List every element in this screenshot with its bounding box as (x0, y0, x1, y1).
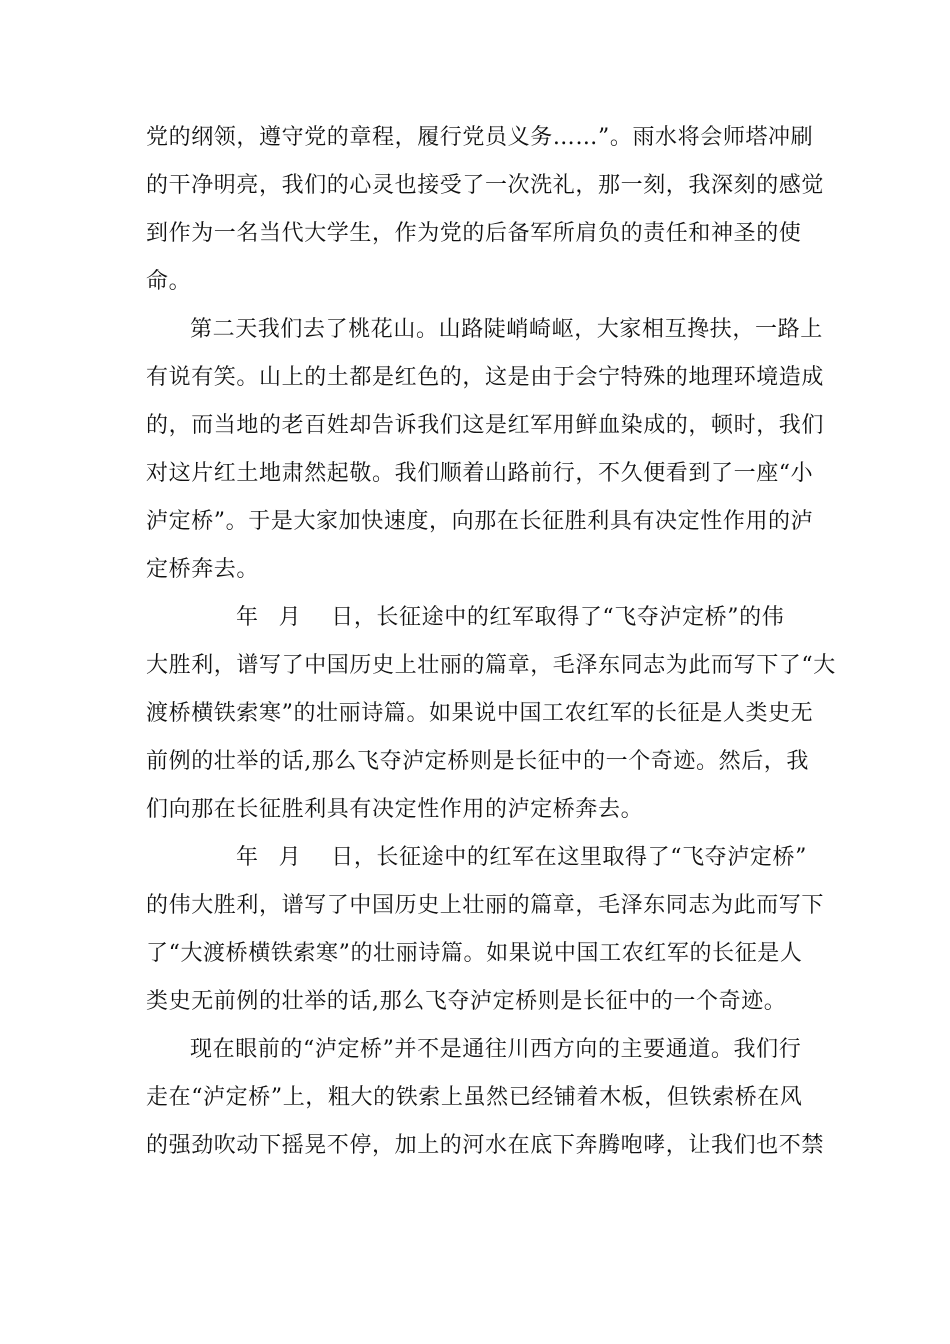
date-day: 日 (331, 605, 354, 630)
text-line: 的，而当地的老百姓却告诉我们这是红军用鲜血染成的，顿时，我们 (146, 413, 825, 438)
text-line: 类史无前例的壮举的话,那么飞夺泸定桥则是长征中的一个奇迹。 (146, 989, 787, 1014)
text-line: 党的纲领，遵守党的章程，履行党员义务……”。雨水将会师塔冲刷 (146, 125, 814, 150)
document-body (146, 114, 836, 1170)
paragraph-4 (146, 834, 825, 1026)
text-line: 现在眼前的“泸定桥”并不是通往川西方向的主要通道。我们行 (190, 1037, 802, 1062)
text-line: 对这片红土地肃然起敬。我们顺着山路前行，不久便看到了一座“小 (146, 461, 814, 486)
text-fragment: ，长征途中的红军取得了“飞夺泸定桥”的伟 (353, 605, 785, 630)
text-line: 的强劲吹动下摇晃不停，加上的河水在底下奔腾咆哮，让我们也不禁 (146, 1133, 825, 1158)
paragraph-1 (146, 114, 825, 306)
text-line: 们向那在长征胜利具有决定性作用的泸定桥奔去。 (146, 797, 644, 822)
text-line: 了“大渡桥横铁索寒”的壮丽诗篇。如果说中国工农红军的长征是人 (146, 941, 803, 966)
date-month: 月 (278, 605, 302, 630)
date-line (146, 834, 808, 882)
date-year: 年 (236, 605, 259, 630)
paragraph-3 (146, 594, 836, 834)
text-fragment: ，长征途中的红军在这里取得了“飞夺泸定桥” (353, 845, 807, 870)
text-line: 大胜利，谱写了中国历史上壮丽的篇章，毛泽东同志为此而写下了“大 (146, 653, 836, 678)
text-line: 有说有笑。山上的土都是红色的，这是由于会宁特殊的地理环境造成 (146, 365, 825, 390)
text-line: 泸定桥”。于是大家加快速度，向那在长征胜利具有决定性作用的泸 (146, 509, 814, 534)
date-line (146, 594, 808, 642)
text-line: 走在“泸定桥”上，粗大的铁索上虽然已经铺着木板，但铁索桥在风 (146, 1085, 803, 1110)
text-line: 的伟大胜利，谱写了中国历史上壮丽的篇章，毛泽东同志为此而写下 (146, 893, 825, 918)
text-line: 定桥奔去。 (146, 557, 260, 582)
date-month: 月 (278, 845, 302, 870)
text-line: 到作为一名当代大学生，作为党的后备军所肩负的责任和神圣的使 (146, 221, 802, 246)
date-year: 年 (236, 845, 259, 870)
date-day: 日 (331, 845, 354, 870)
text-line: 第二天我们去了桃花山。山路陡峭崎岖，大家相互搀扶，一路上 (190, 317, 823, 342)
text-line: 的干净明亮，我们的心灵也接受了一次洗礼，那一刻，我深刻的感觉 (146, 173, 825, 198)
paragraph-5 (146, 1026, 825, 1170)
text-line: 命。 (146, 269, 192, 294)
paragraph-2 (146, 306, 825, 594)
text-line: 渡桥横铁索寒”的壮丽诗篇。如果说中国工农红军的长征是人类史无 (146, 701, 814, 726)
text-line: 前例的壮举的话,那么飞夺泸定桥则是长征中的一个奇迹。然后，我 (146, 749, 809, 774)
